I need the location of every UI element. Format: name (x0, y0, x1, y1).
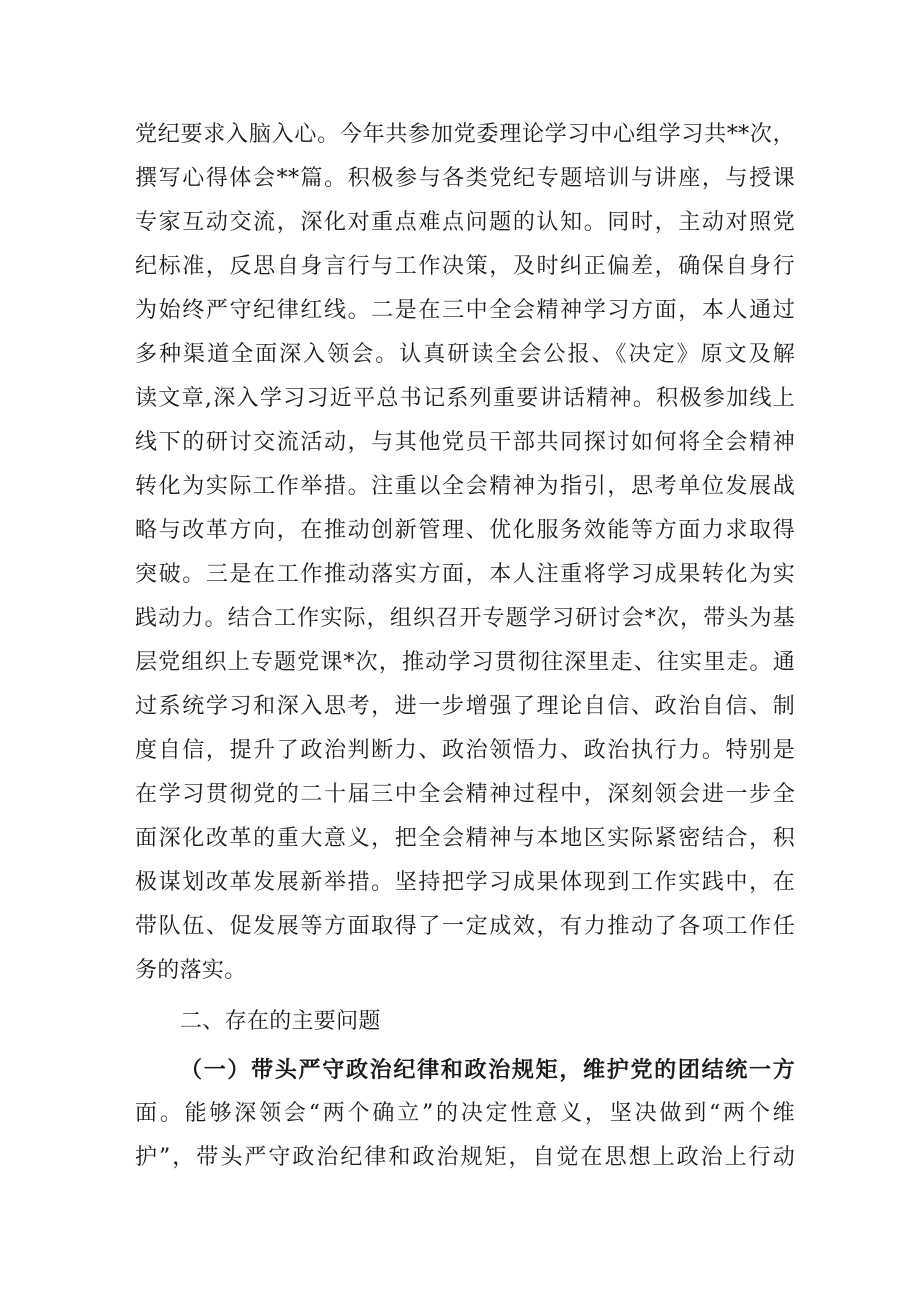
paragraph-line: 践动力。结合工作实际，组织召开专题学习研讨会*次，带头为基 (135, 606, 795, 631)
paragraph-line: 带队伍、促发展等方面取得了一定成效，有力推动了各项工作任 (135, 914, 795, 939)
paragraph-line: 多种渠道全面深入领会。认真研读全会公报、《决定》原文及解 (135, 342, 795, 367)
paragraph-line: 过系统学习和深入思考，进一步增强了理论自信、政治自信、制 (135, 694, 795, 719)
paragraph-line: 专家互动交流，深化对重点难点问题的认知。同时，主动对照党 (135, 210, 795, 235)
paragraph-line: 略与改革方向，在推动创新管理、优化服务效能等方面力求取得 (135, 518, 795, 543)
section-heading: 二、存在的主要问题 (180, 1009, 381, 1034)
paragraph-line: 度自信，提升了政治判断力、政治领悟力、政治执行力。特别是 (135, 738, 795, 763)
paragraph-line: 党纪要求入脑入心。今年共参加党委理论学习中心组学习共**次， (135, 122, 795, 147)
paragraph-line: 突破。三是在工作推动落实方面，本人注重将学习成果转化为实 (135, 562, 795, 587)
paragraph-line: 线下的研讨交流活动，与其他党员干部共同探讨如何将全会精神 (135, 430, 795, 455)
paragraph-line: 层党组织上专题党课*次，推动学习贯彻往深里走、往实里走。通 (135, 650, 795, 675)
paragraph-last-line: 务的落实。 (135, 958, 247, 983)
paragraph-line: 护”，带头严守政治纪律和政治规矩，自觉在思想上政治上行动 (135, 1145, 795, 1170)
paragraph-line: 撰写心得体会**篇。积极参与各类党纪专题培训与讲座，与授课 (135, 166, 795, 191)
paragraph-line: 面。能够深领会“两个确立”的决定性意义，坚决做到“两个维 (135, 1101, 795, 1126)
paragraph-line: 面深化改革的重大意义，把全会精神与本地区实际紧密结合，积 (135, 826, 795, 851)
paragraph-line: 极谋划改革发展新举措。坚持把学习成果体现到工作实践中，在 (135, 870, 795, 895)
paragraph-line: 转化为实际工作举措。注重以全会精神为指引，思考单位发展战 (135, 474, 795, 499)
subsection-first-line: （一）带头严守政治纪律和政治规矩，维护党的团结统一方 (180, 1057, 795, 1083)
paragraph-line: 读文章,深入学习习近平总书记系列重要讲话精神。积极参加线上 (135, 386, 795, 411)
paragraph-line: 纪标准，反思自身言行与工作决策，及时纠正偏差，确保自身行 (135, 254, 795, 279)
paragraph-line: 在学习贯彻党的二十届三中全会精神过程中，深刻领会进一步全 (135, 782, 795, 807)
paragraph-line: 为始终严守纪律红线。二是在三中全会精神学习方面，本人通过 (135, 298, 795, 323)
